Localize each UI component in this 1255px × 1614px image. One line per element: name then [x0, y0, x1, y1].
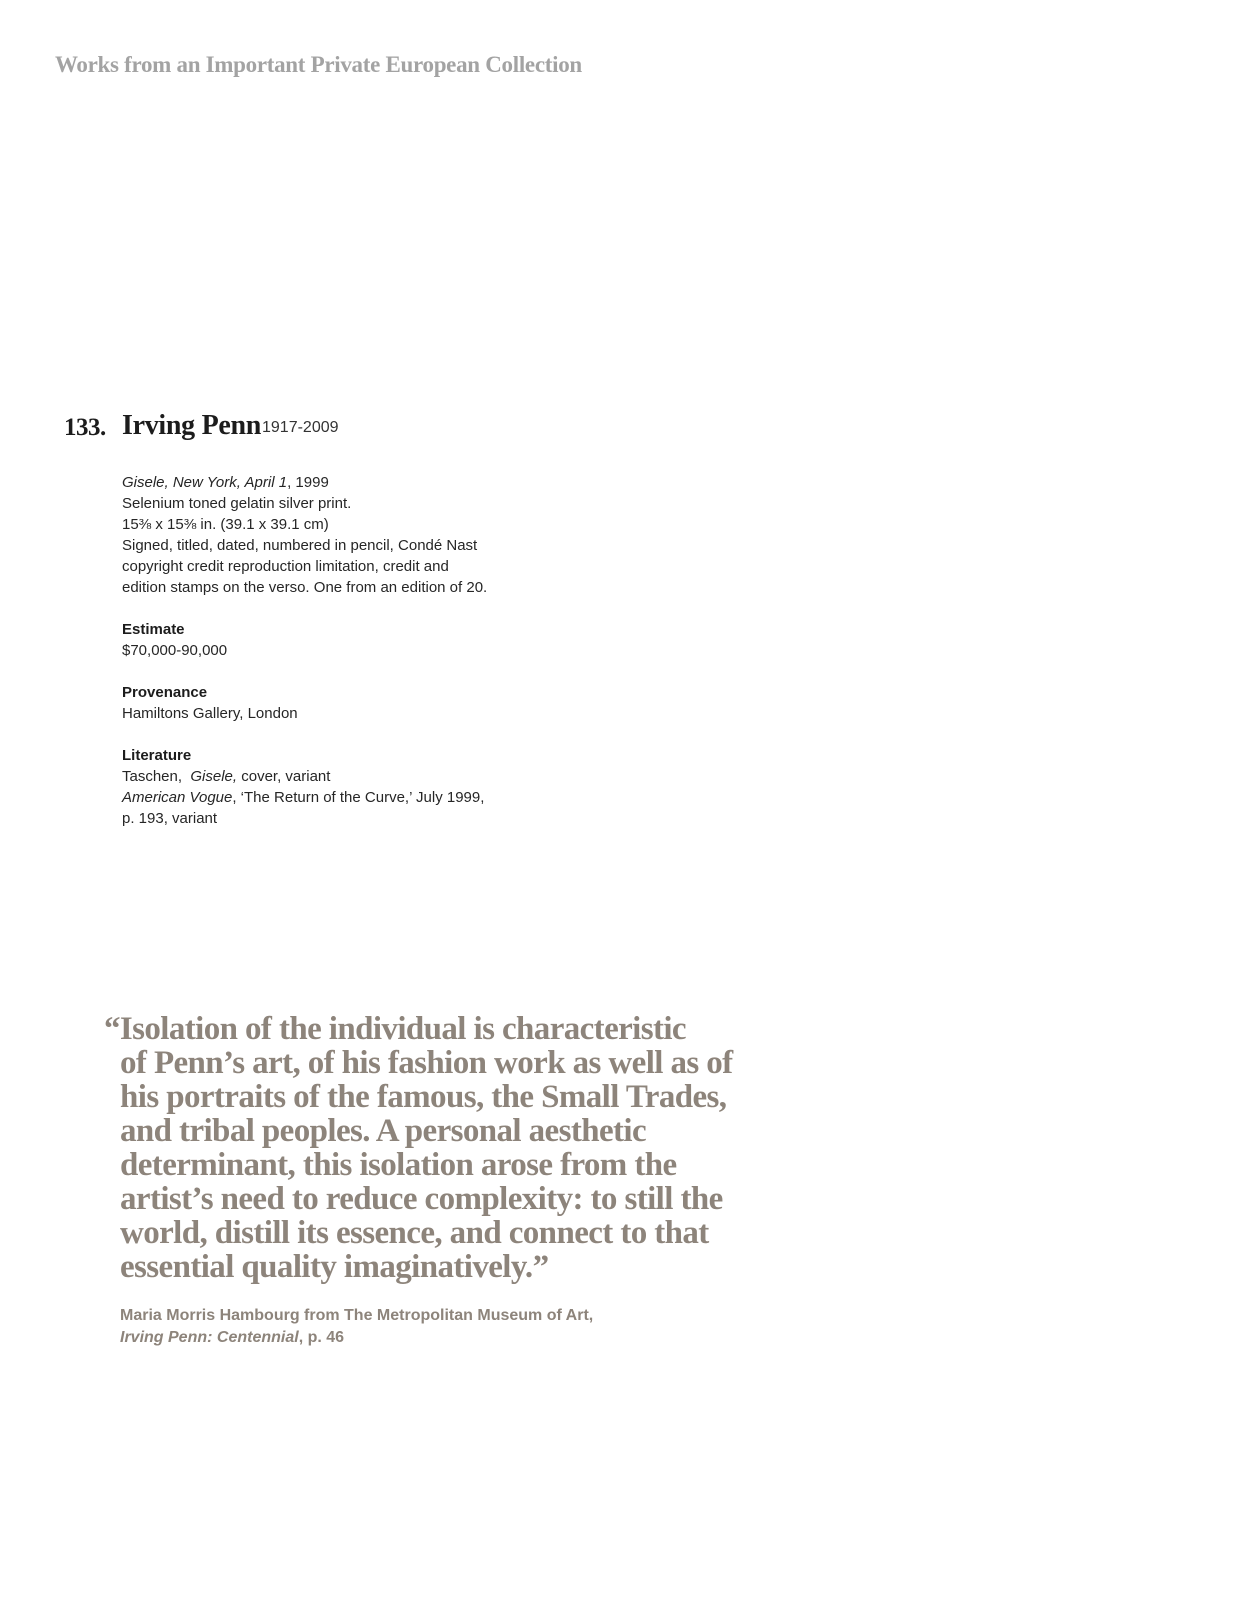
literature-entry [122, 787, 542, 808]
quote-line: his portraits of the famous, the Small Trades, [120, 1079, 727, 1115]
literature-page: p. 193, variant [122, 810, 218, 827]
artwork-year: , 1999 [287, 474, 329, 491]
citation-page: , p. 46 [298, 1329, 345, 1346]
inscription-line: copyright credit reproduction limitation, credit and [122, 558, 449, 575]
artist-dates: 1917-2009 [262, 419, 339, 436]
citation-source: Maria Morris Hambourg from The Metropolitan Museum of Art, [120, 1307, 594, 1324]
citation-book-title: Irving Penn: Centennial [120, 1329, 299, 1346]
artwork-title: Gisele, New York, April 1 [122, 474, 288, 491]
lot-details [122, 472, 542, 829]
artwork-dimensions: 15⅜ x 15⅜ in. (39.1 x 39.1 cm) [122, 516, 329, 533]
inscription-line: edition stamps on the verso. One from an edition of 20. [122, 579, 488, 596]
literature-block [122, 745, 542, 829]
citation-reference [120, 1327, 593, 1349]
quote-line: world, distill its essence, and connect to that [120, 1215, 709, 1251]
section-title: Works from an Important Private European Collection [55, 52, 582, 77]
estimate-value: $70,000-90,000 [122, 642, 228, 659]
artwork-title-line [122, 472, 542, 493]
inscription-line: Signed, titled, dated, numbered in pencil, Condé Nast [122, 537, 478, 554]
quote-line: of Penn’s art, of his fashion work as well as of [120, 1045, 733, 1081]
literature-note: cover, variant [237, 768, 331, 785]
pull-quote [104, 1012, 744, 1284]
literature-magazine: American Vogue [122, 789, 233, 806]
literature-book-title: Gisele, [190, 768, 238, 785]
provenance-value: Hamiltons Gallery, London [122, 705, 298, 722]
artist-name: Irving Penn [122, 410, 262, 441]
literature-entry [122, 766, 542, 787]
literature-publisher: Taschen, [122, 768, 191, 785]
literature-label: Literature [122, 747, 192, 764]
estimate-label: Estimate [122, 621, 185, 638]
quote-line: artist’s need to reduce complexity: to still the [120, 1181, 723, 1217]
quote-line: essential quality imaginatively.” [120, 1249, 549, 1285]
estimate-block [122, 619, 542, 661]
literature-article: , ‘The Return of the Curve,’ July 1999, [232, 789, 485, 806]
artwork-medium: Selenium toned gelatin silver print. [122, 495, 352, 512]
quote-line: “Isolation of the individual is characteristic [104, 1011, 686, 1047]
lot-number: 133. [64, 414, 106, 441]
provenance-block [122, 682, 542, 724]
quote-citation [120, 1305, 593, 1349]
provenance-label: Provenance [122, 684, 208, 701]
quote-line: and tribal peoples. A personal aesthetic [120, 1113, 647, 1149]
quote-line: determinant, this isolation arose from the [120, 1147, 677, 1183]
